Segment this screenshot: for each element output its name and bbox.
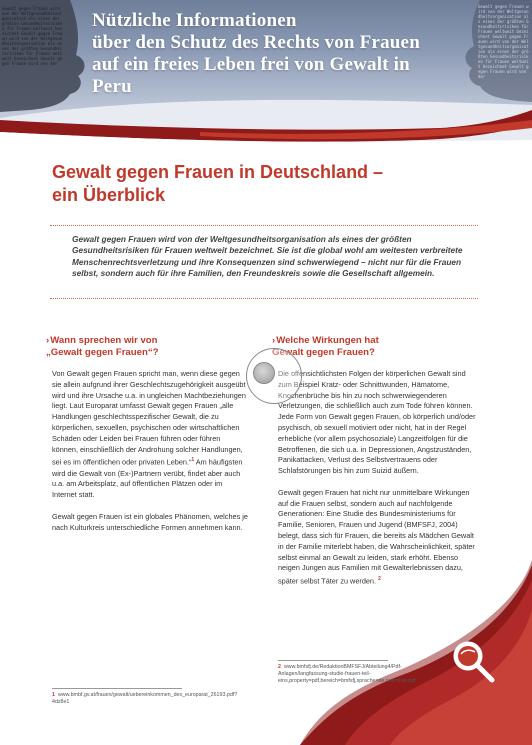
right-paragraph-1: Die offensichtlichsten Folgen der körperlichen Gewalt sind zum Beispiel Kratz- oder Schnittwunden, Hämatome, Knochenbrüche bis hin zu noch schwerwiegenderen Verletzungen, die schließlich auch zum Tode führen können. Jede Form von Gewalt gegen Frauen, ob körperlich und/oder psychisch, ob sexuell motiviert oder nicht, hat in der Regel erhebliche (vor allem psychosoziale) Langzeitfolgen für die Betroffenen, die sich u.a. in Depressionen, Angstzuständen, Panikattacken, Verlust des Selbstvertrauens oder Schlafstörungen bis hin zum Suizid äußern.: [278, 369, 476, 476]
footnote-ref-1[interactable]: 1: [191, 457, 195, 464]
divider-top: [50, 225, 478, 226]
page-title: Gewalt gegen Frauen in Deutschland – ein Überblick: [52, 162, 384, 205]
footnote-1-link[interactable]: www.bmbf.gv.at/frauen/gewalt/uebereinkommen_des_europarat_26193.pdf?4dz8e1: [52, 692, 238, 705]
divider-bottom: [50, 298, 478, 299]
left-heading-text: Wann sprechen wir von „Gewalt gegen Frauen“?: [46, 335, 159, 358]
header-decorative-text: Gewalt gegen Frauen wird von der Weltgesundheitsorganisation als eines der größten Gesundheitsrisiken für Frauen weltweit bezeichnet Gewalt gegen Frauen wird von der Weltgesundheitsorganisation als eines der größten Gesundheitsrisiken für Frauen weltweit bezeichnet Gewalt gegen Frauen wird von der: [2, 6, 63, 66]
footnote-divider-2: [278, 660, 388, 661]
header-title: Nützliche Informationen über den Schutz des Rechts von Frauen auf ein freies Leben frei von Gewalt in Peru: [92, 10, 420, 97]
header-banner: [0, 0, 532, 145]
footnote-2-number: 2: [278, 664, 281, 670]
heading-marker-icon: ›: [272, 335, 276, 346]
header-decorative-text-right: Gewalt gegen Frauen wird von der Weltgesundheitsorganisation als eines der größten Gesundheitsrisiken für Frauen weltweit bezeichnet Gewalt gegen Frauen wird von der Weltgesundheitsorganisation als eines der größten Gesundheitsrisiken für Frauen weltweit bezeichnet Gewalt gegen Frauen wird von der: [478, 4, 529, 79]
right-column-heading: [272, 335, 472, 359]
left-column-heading: [46, 335, 246, 359]
left-paragraph-1: [52, 369, 248, 501]
footnote-1-number: 1: [52, 692, 55, 698]
right-p2-text: Gewalt gegen Frauen hat nicht nur unmittelbare Wirkungen auf die Frauen selbst, sondern auch auf nachfolgende Generationen: Eine Studie des Bundesministeriums für Familie, Senioren, Frauen und Jugend (BMFSFJ, 2004) belegt, dass sich für Frauen, die bereits als Mädchen Gewalt in der Familie miterlebt haben, die Wahrscheinlichkeit, später selbst einmal an Gewalt zu leiden, stark erhöht. Ebenso neigen Jungen aus Familien mit Gewalterlebnissen dazu, später selbst Täter zu werden.: [278, 487, 475, 586]
footnote-1: [52, 692, 252, 706]
left-p1-text: Von Gewalt gegen Frauen spricht man, wenn diese gegen sie allein aufgrund ihrer Geschlechtszugehörigkeit ausgeübt wird und ihre Ursache u.a. in ungleichen Machtbeziehungen liegt. Laut Europarat umfasst Gewalt gegen Frauen „alle Handlungen geschlechtsspezifischer Gewalt, die zu körperlichen, sexuellen, psychischen oder wirtschaftlichen Schäden oder Leiden bei Frauen führen oder führen können, einschließlich der Androhung solcher Handlungen, sei es im öffentlichen oder privaten Leben.“: [52, 369, 246, 467]
left-paragraph-2: Gewalt gegen Frauen ist ein globales Phänomen, welches je nach Kulturkreis unterschiedliche Formen annehmen kann.: [52, 511, 248, 532]
heading-marker-icon: ›: [46, 335, 50, 346]
footnote-2-link[interactable]: www.bmfsfj.de/RedaktionBMFSFJ/Abteilung4/Pdf-Anlagen/langfassung-studie-frauen-teil-eins,property=pdf,bereich=bmfsfj,sprache=de,rwb=true.pdf: [278, 664, 416, 684]
intro-paragraph: Gewalt gegen Frauen wird von der Weltgesundheitsorganisation als eines der größten Gesundheitsrisiken für Frauen weltweit bezeichnet. Sie ist die global wohl am weitesten verbreitete Menschenrechtsverletzung und ihre Konsequenzen sind schwerwiegend – nicht nur für die Frauen selbst, sondern auch für ihre Familien, den Freundeskreis sowie die Gesellschaft allgemein.: [72, 234, 463, 279]
circle-button[interactable]: [246, 348, 302, 404]
right-heading-text: Welche Wirkungen hat Gewalt gegen Frauen?: [272, 335, 379, 358]
left-p1-tail: Am häufigsten wird die Gewalt von (Ex-)Partnern verübt, findet aber auch u.a. am Arbeitsplatz, auf öffentlichen Plätzen oder im Internet statt.: [52, 457, 243, 500]
footnote-divider-1: [52, 688, 182, 689]
circle-knob-icon[interactable]: [253, 362, 275, 384]
footnote-2: [278, 664, 416, 685]
footnote-ref-2[interactable]: 2: [378, 576, 381, 583]
left-column-text: [52, 369, 248, 544]
magnifier-icon[interactable]: [450, 638, 498, 686]
